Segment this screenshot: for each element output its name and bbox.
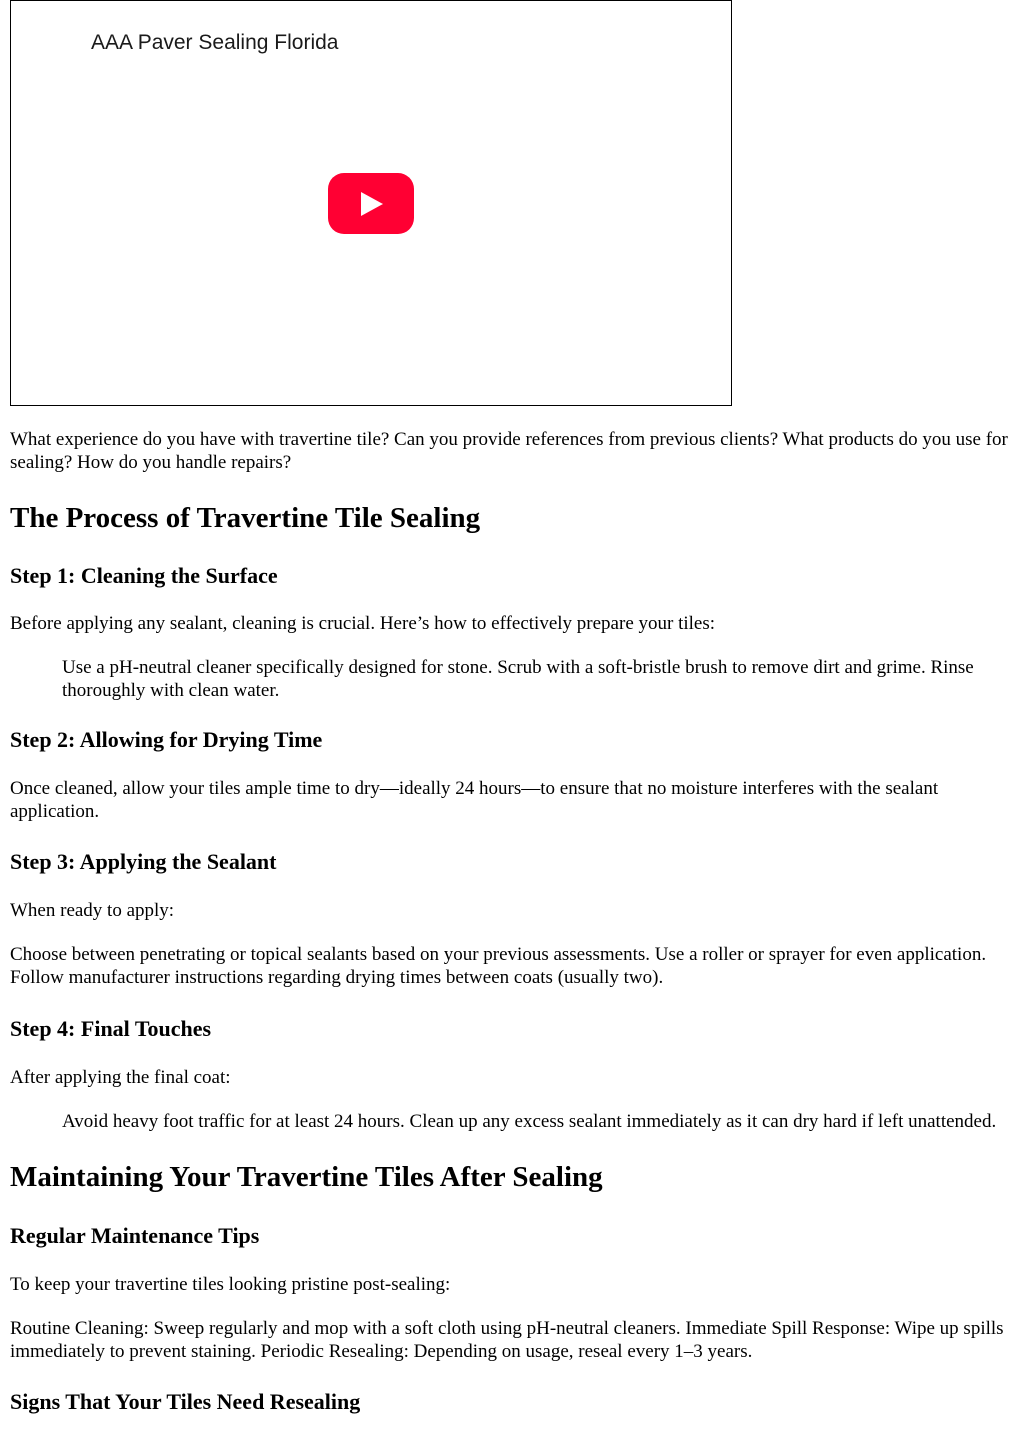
- step1-heading: Step 1: Cleaning the Surface: [10, 563, 278, 588]
- step1-blockquote: Use a pH-neutral cleaner specifically designed for stone. Scrub with a soft-bristle brush to remove dirt and grime. Rinse thoroughly with clean water.: [62, 657, 974, 701]
- regular-maintenance-intro: To keep your travertine tiles looking pristine post-sealing:: [10, 1274, 451, 1295]
- step2-paragraph: Once cleaned, allow your tiles ample time to dry—ideally 24 hours—to ensure that no moisture interferes with the sealant application.: [10, 778, 939, 822]
- step4-heading: Step 4: Final Touches: [10, 1016, 212, 1041]
- resealing-signs-heading: Signs That Your Tiles Need Resealing: [10, 1389, 361, 1414]
- step4-blockquote: Avoid heavy foot traffic for at least 24 hours. Clean up any excess sealant immediately as it can dry hard if left unattended.: [62, 1111, 997, 1132]
- step3-intro-paragraph: When ready to apply:: [10, 900, 175, 921]
- step4-paragraph: After applying the final coat:: [10, 1067, 231, 1088]
- step3-heading: Step 3: Applying the Sealant: [10, 849, 277, 874]
- intro-questions-paragraph: What experience do you have with travertine tile? Can you provide references from previous clients? What products do you use for sealing? How do you handle repairs?: [10, 429, 1008, 473]
- step2-heading: Step 2: Allowing for Drying Time: [10, 727, 323, 752]
- video-title[interactable]: AAA Paver Sealing Florida: [91, 31, 339, 54]
- step3-details-paragraph: Choose between penetrating or topical sealants based on your previous assessments. Use a roller or sprayer for even application. Follow manufacturer instructions regarding drying times between coats (usually two).: [10, 944, 987, 988]
- youtube-play-icon[interactable]: [328, 173, 414, 234]
- video-embed[interactable]: [10, 0, 732, 406]
- regular-maintenance-tips: Routine Cleaning: Sweep regularly and mop with a soft cloth using pH-neutral cleaners. Immediate Spill Response: Wipe up spills immediately to prevent staining. Periodic Resealing: Depending on usage, reseal every 1–3 years.: [10, 1318, 1004, 1362]
- play-triangle-icon: [358, 191, 384, 217]
- process-heading: The Process of Travertine Tile Sealing: [10, 502, 481, 534]
- step1-paragraph: Before applying any sealant, cleaning is crucial. Here’s how to effectively prepare your tiles:: [10, 613, 716, 634]
- regular-maintenance-heading: Regular Maintenance Tips: [10, 1223, 260, 1248]
- maintenance-heading: Maintaining Your Travertine Tiles After Sealing: [10, 1161, 603, 1193]
